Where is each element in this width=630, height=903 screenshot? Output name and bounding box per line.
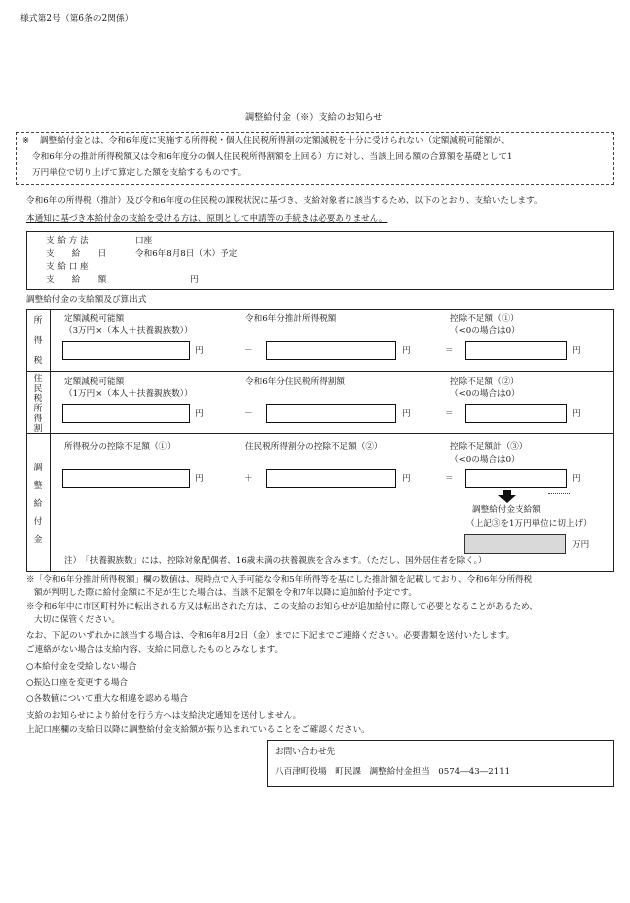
income-tax-col1-sub: （3万円×（本人＋扶養親族数）） [64,326,193,336]
yen-unit: 円 [195,346,204,356]
resident-tax-side-6: 割 [33,424,43,434]
footnote-2-line-1: ※令和6年中に市区町村外に転出される方又は転出された方は、この支給のお知らせが追加給付に際して必要となることがあるため、 [26,602,538,612]
notice-mark: ※ [22,136,30,146]
total-shortfall-field[interactable] [465,469,567,488]
inquiry-office: 八百津町役場 町民課 調整給付金担当 0574―43―2111 [275,767,511,777]
payment-amount-unit: 円 [190,275,199,285]
calc-row-divider-1 [26,371,614,372]
down-arrow-icon [498,490,516,503]
contact-item-2: ○振込口座を変更する場合 [26,678,129,688]
contact-line-2: ご連絡がない場合は支給内容、支給に同意したものとみなします。 [26,645,284,655]
adjust-side-4: 付 [33,517,43,527]
footnote-2-line-2: 大切に保管ください。 [34,615,120,625]
equals-sign: ＝ [445,409,454,419]
income-tax-col2-title: 令和6年分推計所得税額 [245,314,337,324]
payment-info-box [26,231,614,290]
resident-tax-col1-sub: （1万円×（本人＋扶養親族数）） [64,389,193,399]
income-tax-side-2: 得 [33,336,43,346]
resident-tax-side-5: 得 [33,414,43,424]
calc-table-divider [50,309,51,572]
resident-tax-col2-title: 令和6年分住民税所得割額 [245,377,345,387]
yen-unit: 円 [572,474,581,484]
resident-tax-shortfall-field[interactable] [465,404,567,423]
adjust-col2-title: 住民税所得割分の控除不足額（②） [245,442,383,452]
resident-tax-deduction-capacity-field[interactable] [62,404,190,423]
payment-method-label: 支 給 方 法 [46,236,89,246]
resident-tax-income-levy-field[interactable] [266,404,396,423]
result-sub: （上記③を1万円単位に切上げ） [466,519,592,529]
calc-row-divider-2 [26,433,614,434]
contact-item-3: ○各数値について重大な相違を認める場合 [26,694,189,704]
equals-sign: ＝ [445,474,454,484]
payment-date-label: 支 給 日 [46,249,107,259]
payment-account-label: 支 給 口 座 [46,262,89,272]
notice-line-3: 万円単位で切り上げて算定した額を支給するものです。 [32,168,247,178]
notice-line-2: 令和6年分の推計所得税額又は令和6年度分の個人住民税所得割額を上回る）方に対し、当該上回る額の合算額を基礎として1 [32,152,513,162]
resident-tax-col1-title: 定額減税可能額 [64,377,125,387]
closing-line-1: 支給のお知らせにより給付を行う方へは支給決定通知を送付しません。 [26,711,302,721]
payment-amount-label: 支 給 額 [46,275,107,285]
adjustment-benefit-amount-field[interactable] [464,534,566,554]
result-title: 調整給付金支給額 [472,505,541,515]
minus-sign: － [244,346,253,356]
intro-line-2: 本通知に基づき本給付金の支給を受ける方は、原則として申請等の手続きは必要ありません。 [26,214,388,224]
yen-unit: 円 [402,346,411,356]
contact-line-1: なお、下記のいずれかに該当する場合は、令和6年8月2日（金）までに下記までご連絡ください。必要書類を送付いたします。 [26,631,515,641]
footnote-1-line-2: 額が判明した際に給付金額に不足が生じた場合は、当該不足額を令和7年以降に追加給付予定です。 [34,588,417,598]
closing-line-2: 上記口座欄の支給日以降に調整給付金支給額が振り込まれていることをご確認ください。 [26,725,370,735]
income-tax-col3-sub: （<0の場合は0） [450,326,520,336]
resident-tax-side-2: 民 [33,384,43,394]
resident-tax-side-4: 所 [33,404,43,414]
income-tax-col1-title: 定額減税可能額 [64,314,125,324]
resident-tax-side-1: 住 [33,374,43,384]
contact-item-1: ○本給付金を受給しない場合 [26,662,137,672]
estimated-income-tax-field[interactable] [266,341,396,360]
page-title: 調整給付金（※）支給のお知らせ [245,112,383,123]
intro-line-1: 令和6年の所得税（推計）及び令和6年度の住民税の課税状況に基づき、支給対象者に該当するため、以下のとおり、支給いたします。 [26,196,543,206]
calc-note: 注） 「扶養親族数」には、控除対象配偶者、16歳未満の扶養親族を含みます。（ただし、国外居住者を除く。） [64,556,487,566]
calc-heading: 調整給付金の支給額及び算出式 [26,295,147,305]
adjust-side-3: 給 [33,499,43,509]
income-tax-shortfall-field[interactable] [465,341,567,360]
plus-sign: ＋ [244,474,253,484]
adjust-side-5: 金 [33,535,43,545]
man-yen-unit: 万円 [572,540,590,550]
payment-date-value: 令和6年8月8日（木）予定 [135,249,238,259]
resident-tax-shortfall-carry-field[interactable] [266,469,396,488]
adjust-side-1: 調 [33,463,43,473]
yen-unit: 円 [572,409,581,419]
form-number: 様式第2号（第6条の2関係） [20,14,134,24]
yen-unit: 円 [572,346,581,356]
income-tax-deduction-capacity-field[interactable] [62,341,190,360]
yen-unit: 円 [195,474,204,484]
minus-sign: － [244,409,253,419]
notice-line-1: 調整給付金とは、令和6年度に実施する所得税・個人住民税所得割の定額減税を十分に受けられない（定額減税可能額が、 [40,136,510,146]
footnote-1-line-1: ※「令和6年分推計所得税額」欄の数値は、現時点で入手可能な令和5年所得等を基にした推計額を記載しており、令和6年分所得税 [26,575,533,585]
resident-tax-col3-title: 控除不足額（②） [450,377,519,387]
income-tax-shortfall-carry-field[interactable] [62,469,190,488]
adjust-col3-title: 控除不足額計（③） [450,442,528,452]
income-tax-side-3: 税 [33,356,43,366]
payment-method-value: 口座 [135,236,153,246]
inquiry-heading: お問い合わせ先 [275,747,336,757]
adjust-side-2: 整 [33,481,43,491]
adjust-col1-title: 所得税分の控除不足額（①） [64,442,176,452]
yen-unit: 円 [195,409,204,419]
yen-unit: 円 [402,409,411,419]
dotted-mark [548,493,570,494]
yen-unit: 円 [402,474,411,484]
income-tax-side-1: 所 [33,316,43,326]
resident-tax-col3-sub: （<0の場合は0） [450,389,520,399]
adjust-col3-sub: （<0の場合は0） [450,455,520,465]
income-tax-col3-title: 控除不足額（①） [450,314,519,324]
equals-sign: ＝ [445,346,454,356]
resident-tax-side-3: 税 [33,394,43,404]
